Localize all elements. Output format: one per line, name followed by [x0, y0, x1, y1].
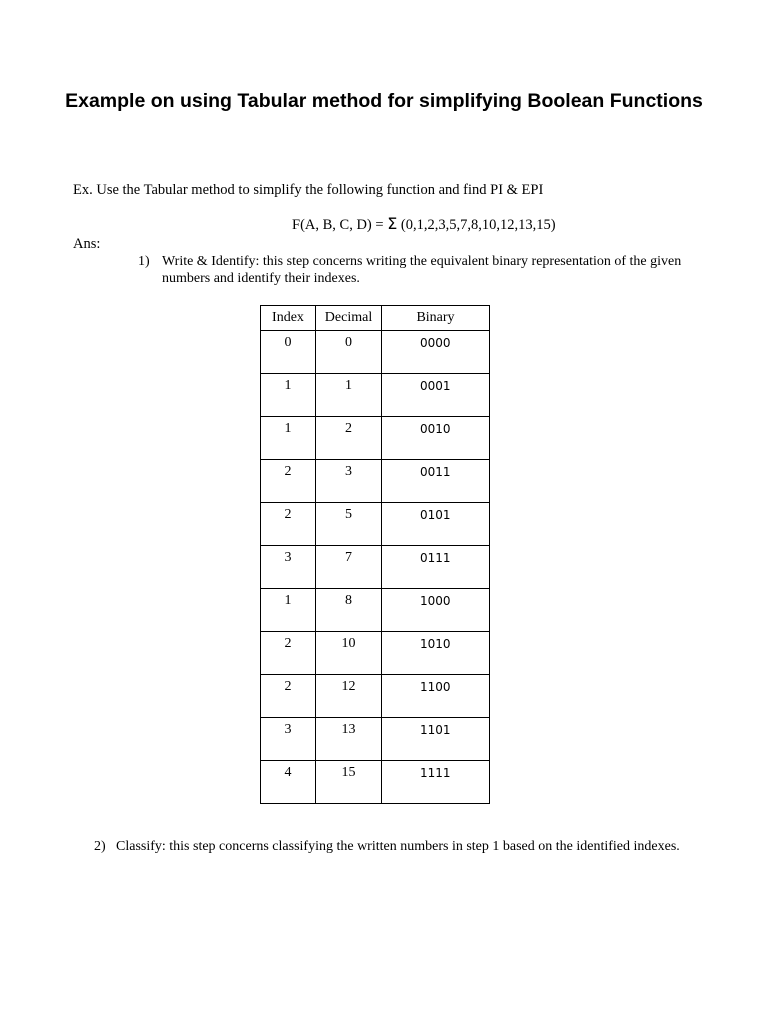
cell-decimal: 10: [316, 632, 382, 675]
table-row: [261, 718, 490, 761]
minterm-list: (0,1,2,3,5,7,8,10,12,13,15): [400, 217, 556, 233]
cell-index: 2: [261, 675, 316, 718]
cell-decimal: 0: [316, 331, 382, 374]
cell-binary: 1111: [382, 761, 490, 804]
cell-binary: 0000: [382, 331, 490, 374]
header-binary: Binary: [382, 306, 490, 331]
function-lhs: F(A, B, C, D) =: [292, 217, 384, 233]
cell-decimal: 15: [316, 761, 382, 804]
cell-index: 3: [261, 718, 316, 761]
table-row: [261, 417, 490, 460]
cell-decimal: 13: [316, 718, 382, 761]
cell-index: 4: [261, 761, 316, 804]
step-2-number: 2): [94, 839, 106, 854]
boolean-function: [292, 215, 556, 234]
cell-binary: 1010: [382, 632, 490, 675]
cell-index: 1: [261, 374, 316, 417]
table-header-row: [261, 306, 490, 331]
step-1: [138, 253, 698, 287]
table-row: [261, 374, 490, 417]
table-row: [261, 503, 490, 546]
cell-decimal: 2: [316, 417, 382, 460]
cell-binary: 0101: [382, 503, 490, 546]
page-title: Example on using Tabular method for simplifying Boolean Functions: [65, 90, 703, 112]
cell-binary: 0011: [382, 460, 490, 503]
header-decimal: Decimal: [316, 306, 382, 331]
header-index: Index: [261, 306, 316, 331]
step-2: [94, 838, 694, 855]
cell-binary: 0001: [382, 374, 490, 417]
table-row: [261, 589, 490, 632]
cell-index: 1: [261, 589, 316, 632]
step-1-number: 1): [138, 254, 150, 269]
table-row: [261, 675, 490, 718]
cell-index: 0: [261, 331, 316, 374]
cell-binary: 1100: [382, 675, 490, 718]
cell-decimal: 7: [316, 546, 382, 589]
cell-decimal: 8: [316, 589, 382, 632]
cell-index: 2: [261, 632, 316, 675]
cell-index: 1: [261, 417, 316, 460]
exercise-statement: Ex. Use the Tabular method to simplify the following function and find PI & EPI: [73, 182, 544, 198]
answer-label: Ans:: [73, 236, 101, 252]
cell-decimal: 12: [316, 675, 382, 718]
cell-decimal: 1: [316, 374, 382, 417]
table-row: [261, 331, 490, 374]
cell-binary: 1000: [382, 589, 490, 632]
cell-index: 2: [261, 503, 316, 546]
table-row: [261, 546, 490, 589]
table-row: [261, 761, 490, 804]
cell-index: 2: [261, 460, 316, 503]
cell-binary: 0010: [382, 417, 490, 460]
table-row: [261, 460, 490, 503]
step-2-text: Classify: this step concerns classifying the written numbers in step 1 based on the identified indexes.: [116, 839, 680, 854]
cell-decimal: 5: [316, 503, 382, 546]
cell-index: 3: [261, 546, 316, 589]
binary-table: [260, 305, 490, 804]
cell-decimal: 3: [316, 460, 382, 503]
cell-binary: 0111: [382, 546, 490, 589]
sigma-symbol: Σ: [387, 214, 398, 233]
cell-binary: 1101: [382, 718, 490, 761]
step-1-text: Write & Identify: this step concerns writing the equivalent binary representation of the given numbers and identify their indexes.: [162, 254, 682, 286]
table-row: [261, 632, 490, 675]
